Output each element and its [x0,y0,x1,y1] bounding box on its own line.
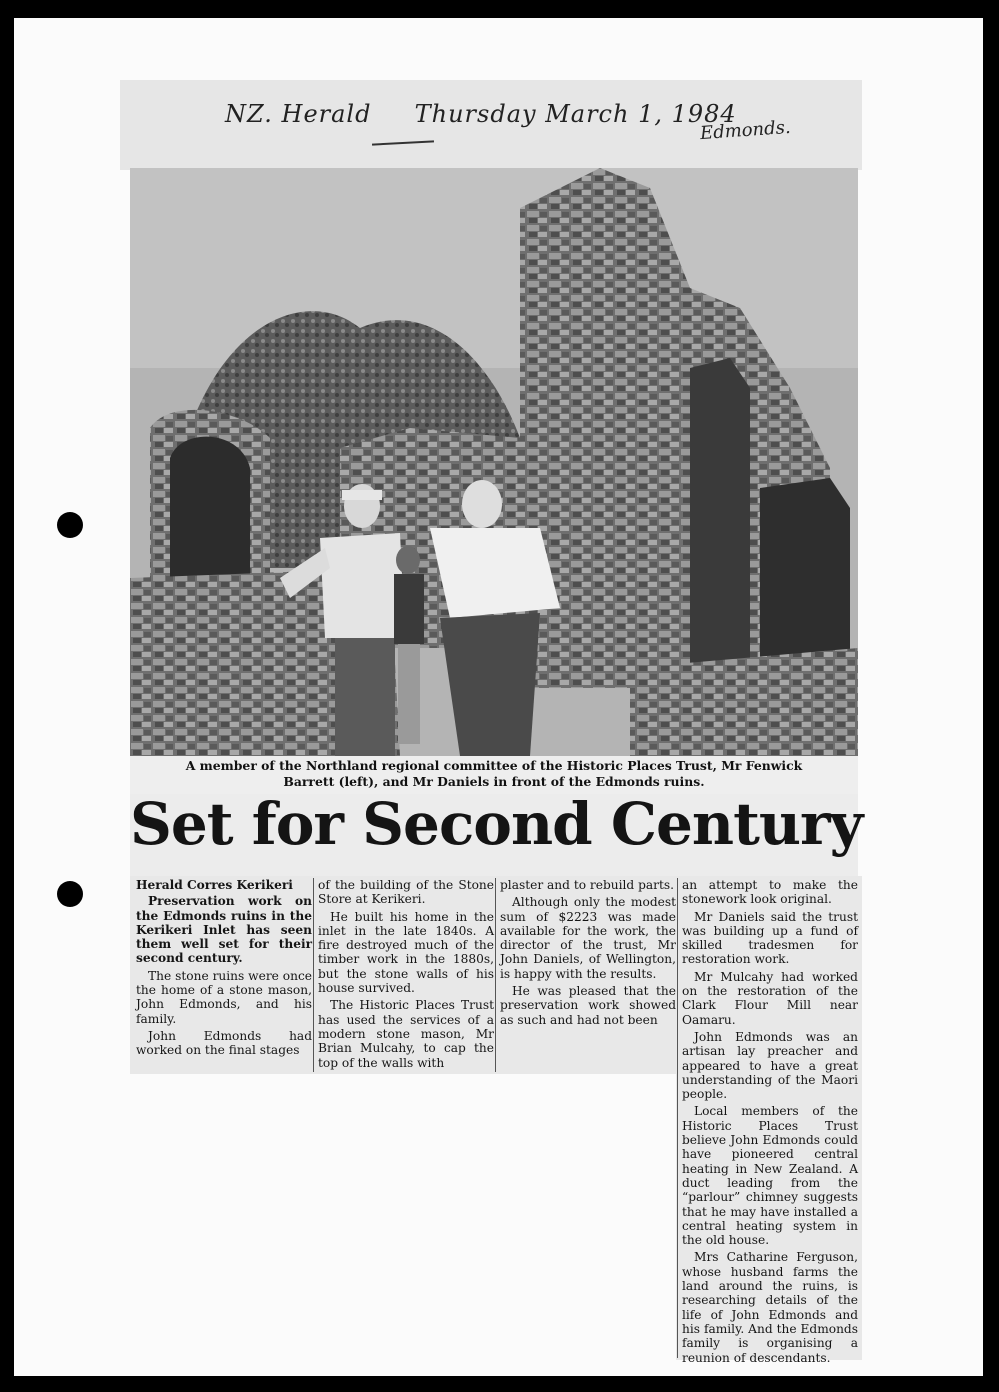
photo-ruins-illustration [130,168,858,756]
article-paragraph: He built his home in the inlet in the late 1840s. A fire destroyed much of the timber work in the 1880s, but the stone walls of his house survived. [318,909,494,996]
article-column-3 [500,878,676,1030]
annotation-source: NZ. Herald [225,100,372,128]
news-photo [130,168,858,756]
article-paragraph: John Edmonds was an artisan lay preacher and appeared to have a great understanding of the Maori people. [682,1029,858,1102]
article-paragraph: Although only the modest sum of $2223 was made available for the work, the director of the trust, Mr John Daniels, of Wellington, is happy with the results. [500,895,676,981]
caption-line-2: Barrett (left), and Mr Daniels in front of the Edmonds ruins. [283,774,705,789]
article-paragraph: John Edmonds had worked on the final stages [136,1028,312,1058]
article-paragraph: He was pleased that the preservation work showed as such and had not been [500,984,676,1027]
column-rule-1 [313,878,314,1072]
article-paragraph: Mr Daniels said the trust was building up a fund of skilled tradesmen for restoration work. [682,909,858,967]
article-paragraph: an attempt to make the stonework look original. [682,878,858,907]
annotation-date: Thursday March 1, 1984 [414,100,737,128]
article-paragraph: Local members of the Historic Places Trust believe John Edmonds could have pioneered central heating in New Zealand. A duct leading from the “parlour” chimney suggests that he may have installed a central heating system in the old house. [682,1104,858,1248]
article-column-4 [682,878,858,1368]
binder-hole-bottom [57,881,83,907]
article-column-2 [318,878,494,1073]
article-lead-paragraph: Preservation work on the Edmonds ruins in the Kerikeri Inlet has seen them well set for their second century. [136,894,312,966]
column-rule-3 [677,878,678,1358]
article-byline: Herald Corres Kerikeri [136,878,293,892]
photo-caption [130,756,858,794]
column-rule-2 [495,878,496,1072]
article-paragraph: The stone ruins were once the home of a stone mason, John Edmonds, and his family. [136,968,312,1026]
article-paragraph: Mrs Catharine Ferguson, whose husband farms the land around the ruins, is researching details of the life of John Edmonds and his family. And the Edmonds family is organising a reunion of descendants. [682,1250,858,1365]
annotation-name: Edmonds. [699,116,792,145]
article-paragraph: Mr Mulcahy had worked on the restoration of the Clark Flour Mill near Oamaru. [682,969,858,1027]
binder-hole-top [57,512,83,538]
figure-child [394,546,424,744]
handwritten-annotation [225,100,737,128]
article-paragraph: of the building of the Stone Store at Kerikeri. [318,878,494,907]
article-paragraph: plaster and to rebuild parts. [500,878,675,892]
article-headline: Set for Second Century [130,790,863,858]
article-column-1 [136,878,312,1061]
caption-line-1: A member of the Northland regional committee of the Historic Places Trust, Mr Fenwick [185,758,803,773]
article-paragraph: The Historic Places Trust has used the services of a modern stone mason, Mr Brian Mulcahy, to cap the top of the walls with [318,998,494,1070]
